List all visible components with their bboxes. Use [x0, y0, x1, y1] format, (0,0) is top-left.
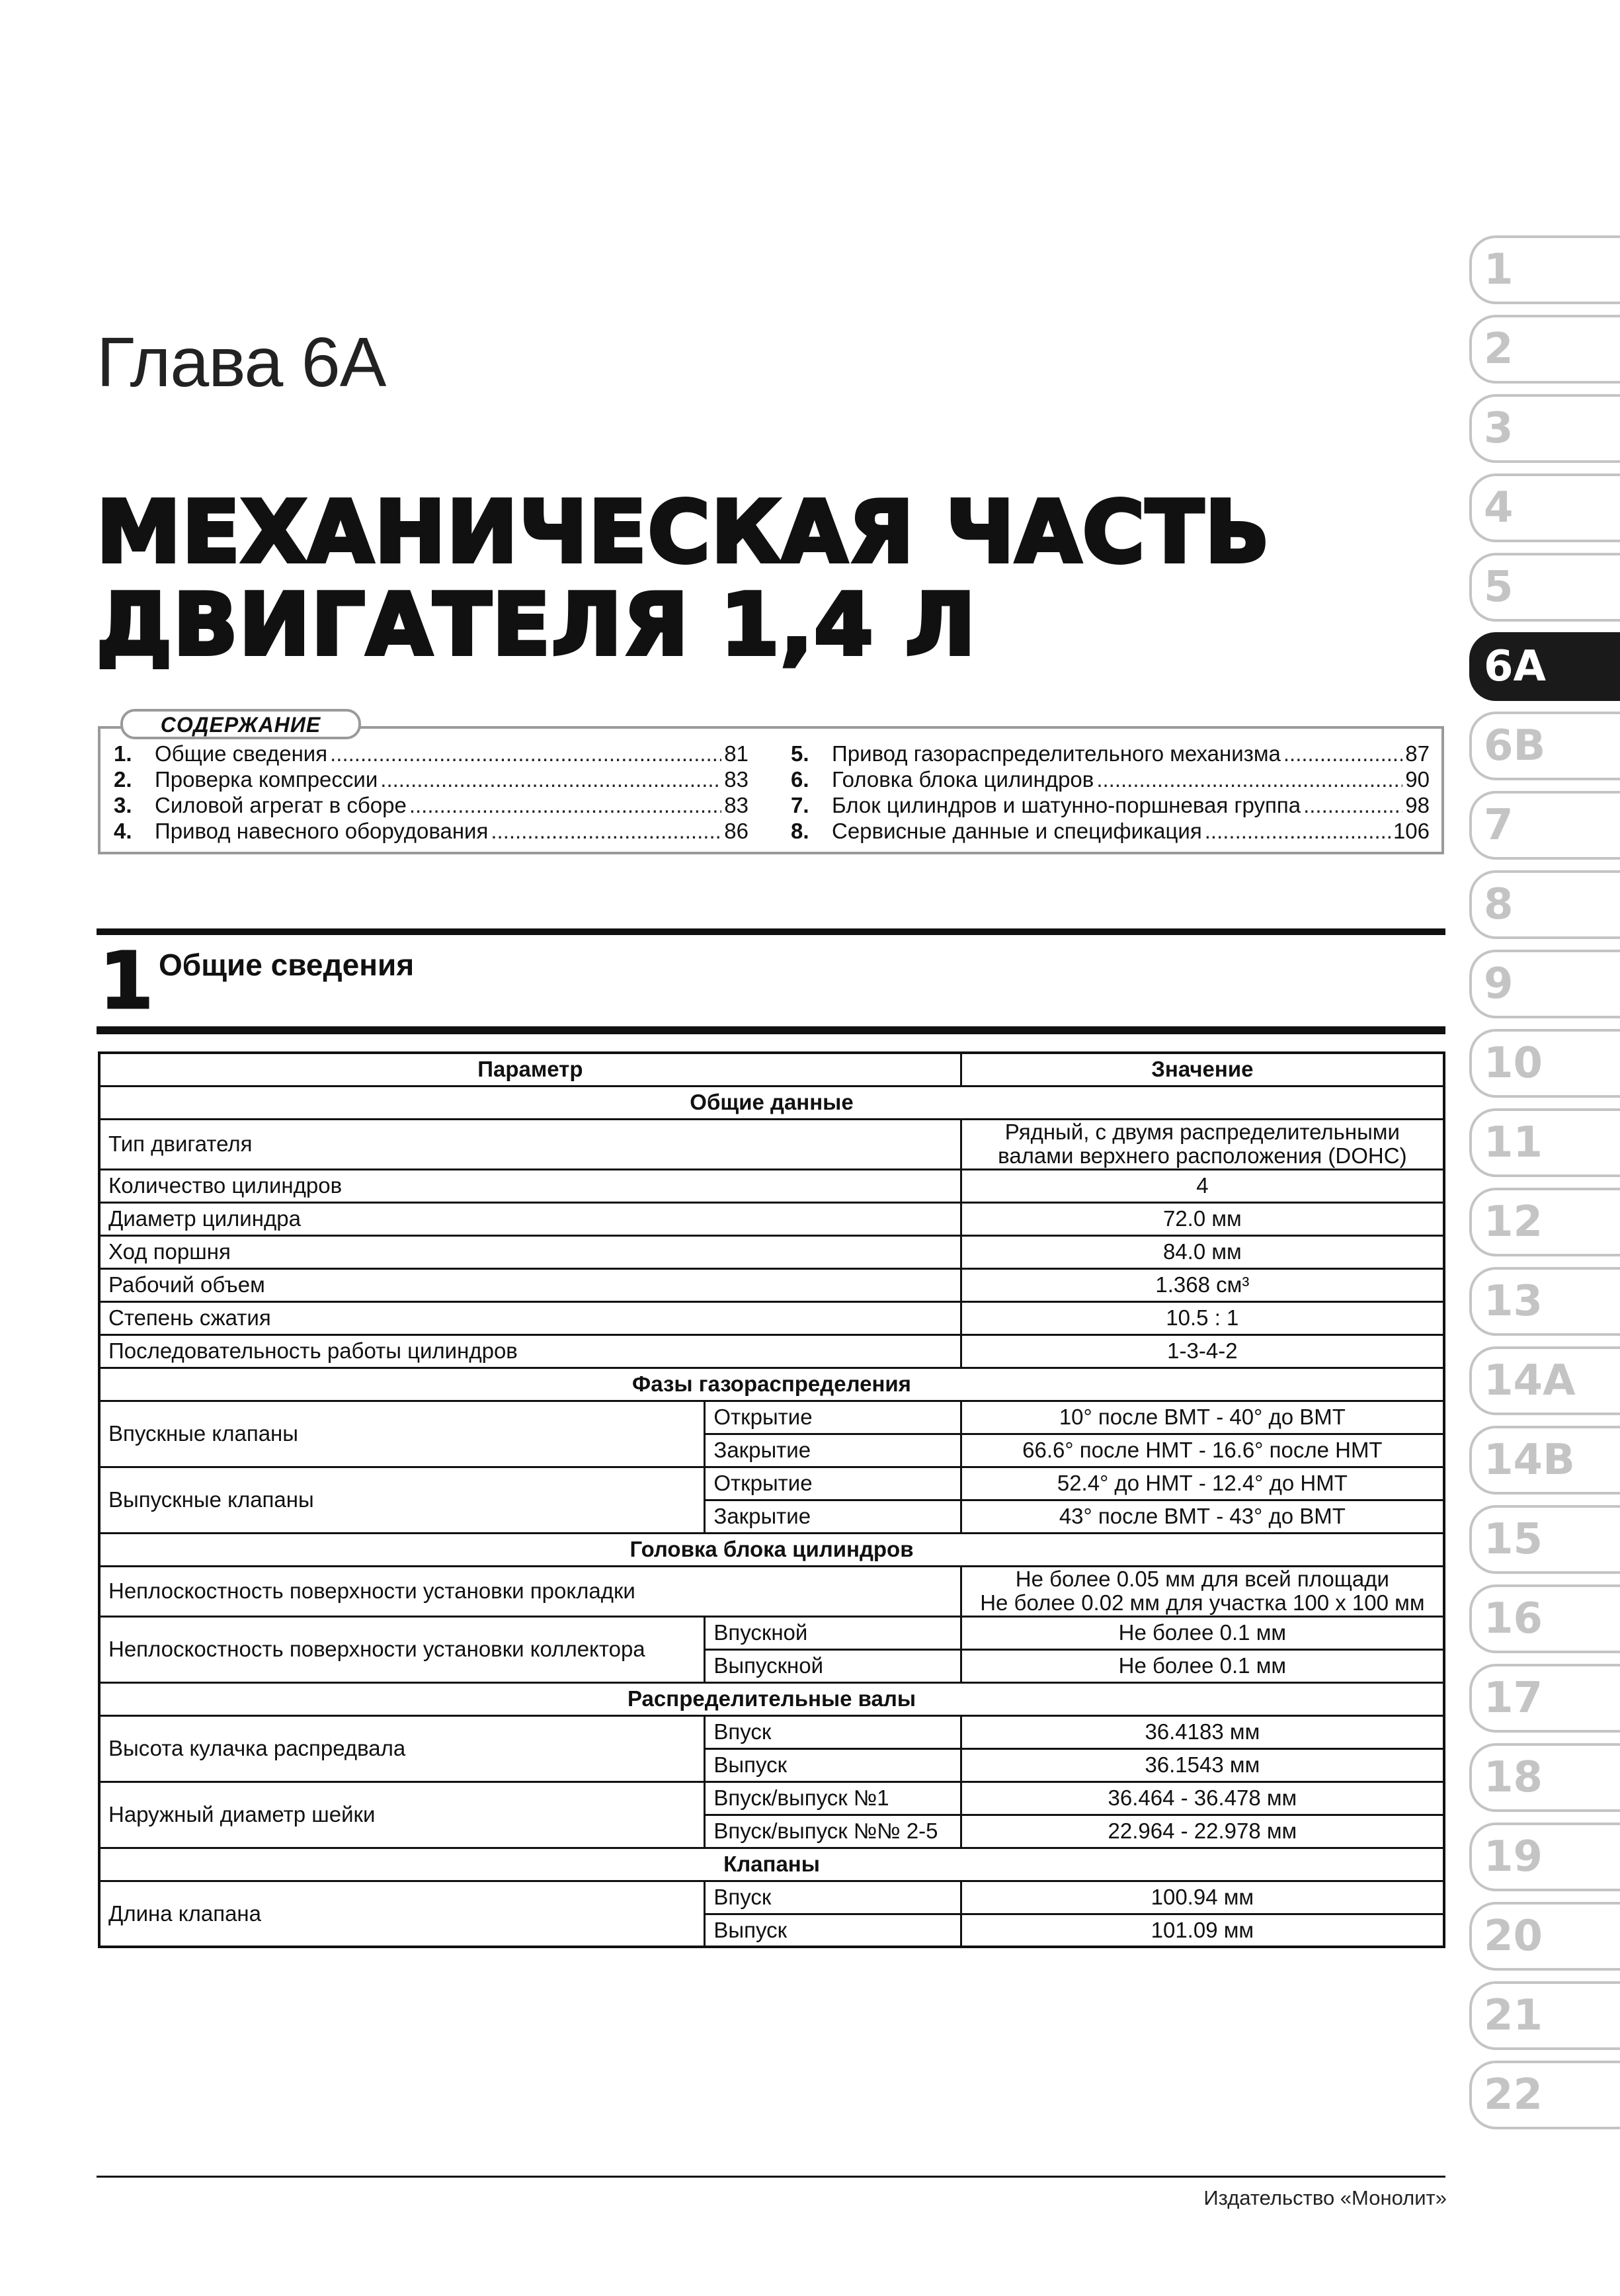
contents-item-number: 3.: [114, 793, 132, 817]
param-sublabel: Выпускной: [705, 1649, 961, 1682]
param-label: Длина клапана: [99, 1881, 705, 1947]
contents-item-number: 1.: [114, 741, 132, 766]
table-row: [99, 1301, 1444, 1334]
contents-item-page: 81: [724, 741, 749, 766]
table-row: [99, 1169, 1444, 1202]
param-value: 84.0 мм: [961, 1235, 1444, 1268]
param-label: Тип двигателя: [99, 1119, 961, 1169]
table-row: [99, 1782, 1444, 1815]
table-row: [99, 1235, 1444, 1268]
contents-dot-leader: [1205, 818, 1391, 844]
column-header-value: Значение: [961, 1053, 1444, 1086]
chapter-tab-14b[interactable]: 14B: [1469, 1426, 1620, 1495]
chapter-tab-1[interactable]: 1: [1469, 235, 1620, 304]
chapter-tab-11[interactable]: 11: [1469, 1108, 1620, 1177]
contents-item-page: 98: [1405, 793, 1430, 817]
contents-item-label: Общие сведения: [155, 741, 328, 766]
contents-item-page: 86: [724, 819, 749, 843]
param-label: Диаметр цилиндра: [99, 1202, 961, 1235]
param-value: 52.4° до НМТ - 12.4° до НМТ: [961, 1467, 1444, 1500]
param-label: Ход поршня: [99, 1235, 961, 1268]
contents-item-page: 83: [724, 793, 749, 817]
param-sublabel: Выпуск: [705, 1748, 961, 1782]
chapter-title-line-1: МЕХАНИЧЕСКАЯ ЧАСТЬ: [97, 483, 1271, 582]
group-heading: Головка блока цилиндров: [99, 1533, 1444, 1566]
param-sublabel: Выпуск: [705, 1914, 961, 1947]
contents-item-number: 8.: [791, 819, 809, 843]
param-value-line: Не более 0.02 мм для участка 100 х 100 мм: [980, 1590, 1425, 1615]
param-value: 1.368 см³: [961, 1268, 1444, 1301]
table-group-row: [99, 1368, 1444, 1401]
chapter-tab-16[interactable]: 16: [1469, 1584, 1620, 1653]
table-row: [99, 1467, 1444, 1500]
group-heading: Общие данные: [99, 1086, 1444, 1119]
section-number: 1: [99, 935, 154, 1026]
contents-dot-leader: [1096, 766, 1402, 792]
param-value: 100.94 мм: [961, 1881, 1444, 1914]
contents-dot-leader: [1283, 741, 1402, 766]
table-row: [99, 1334, 1444, 1368]
param-sublabel: Закрытие: [705, 1500, 961, 1533]
param-sublabel: Впуск: [705, 1881, 961, 1914]
contents-item-number: 6.: [791, 767, 809, 792]
param-sublabel: Впуск/выпуск №№ 2-5: [705, 1815, 961, 1848]
contents-dot-leader: [409, 792, 721, 818]
table-row: [99, 1119, 1444, 1169]
chapter-tab-7[interactable]: 7: [1469, 791, 1620, 860]
param-label: Выпускные клапаны: [99, 1467, 705, 1533]
chapter-tab-19[interactable]: 19: [1469, 1823, 1620, 1891]
chapter-tab-5[interactable]: 5: [1469, 553, 1620, 622]
param-label: Неплоскостность поверхности установки коллектора: [99, 1616, 705, 1682]
contents-item[interactable]: [791, 818, 1430, 844]
chapter-tab-8[interactable]: 8: [1469, 870, 1620, 939]
param-value: 72.0 мм: [961, 1202, 1444, 1235]
contents-item-label: Головка блока цилиндров: [832, 767, 1094, 792]
param-sublabel: Впуск: [705, 1715, 961, 1748]
contents-item-label: Силовой агрегат в сборе: [155, 793, 407, 817]
param-label: Наружный диаметр шейки: [99, 1782, 705, 1848]
group-heading: Клапаны: [99, 1848, 1444, 1881]
publisher-name: Издательство «Монолит»: [1203, 2186, 1447, 2209]
param-label: Степень сжатия: [99, 1301, 961, 1334]
column-header-parameter: Параметр: [99, 1053, 961, 1086]
param-value: 36.1543 мм: [961, 1748, 1444, 1782]
table-row: [99, 1881, 1444, 1914]
table-row: [99, 1401, 1444, 1434]
param-value: 36.4183 мм: [961, 1715, 1444, 1748]
spec-table: [98, 1051, 1445, 1948]
contents-item[interactable]: [114, 818, 749, 844]
table-group-row: [99, 1086, 1444, 1119]
table-row: [99, 1715, 1444, 1748]
param-sublabel: Открытие: [705, 1401, 961, 1434]
table-group-row: [99, 1533, 1444, 1566]
param-sublabel: Открытие: [705, 1467, 961, 1500]
chapter-tab-10[interactable]: 10: [1469, 1029, 1620, 1098]
contents-column-right: [791, 741, 1430, 844]
param-value: 36.464 - 36.478 мм: [961, 1782, 1444, 1815]
param-value-line: Не более 0.05 мм для всей площади: [1015, 1567, 1389, 1591]
chapter-tab-17[interactable]: 17: [1469, 1664, 1620, 1733]
contents-item-page: 106: [1393, 819, 1430, 843]
chapter-title: [97, 483, 1353, 675]
group-heading: Фазы газораспределения: [99, 1368, 1444, 1401]
table-row: [99, 1566, 1444, 1616]
contents-item[interactable]: [114, 792, 749, 818]
param-value: [961, 1119, 1444, 1169]
chapter-tab-3[interactable]: 3: [1469, 394, 1620, 463]
contents-item-number: 2.: [114, 767, 132, 792]
contents-dot-leader: [330, 741, 721, 766]
param-sublabel: Впускной: [705, 1616, 961, 1649]
contents-item-page: 87: [1405, 741, 1430, 766]
param-value: 43° после ВМТ - 43° до ВМТ: [961, 1500, 1444, 1533]
contents-item-number: 7.: [791, 793, 809, 817]
contents-heading: СОДЕРЖАНИЕ: [120, 709, 361, 739]
group-heading: Распределительные валы: [99, 1682, 1444, 1715]
contents-item-label: Блок цилиндров и шатунно-поршневая группа: [832, 793, 1301, 817]
chapter-tab-20[interactable]: 20: [1469, 1902, 1620, 1971]
contents-item-label: Привод газораспределительного механизма: [832, 741, 1281, 766]
contents-item-label: Привод навесного оборудования: [155, 819, 489, 843]
param-label: Количество цилиндров: [99, 1169, 961, 1202]
contents-item-page: 90: [1405, 767, 1430, 792]
table-group-row: [99, 1848, 1444, 1881]
section-bottom-rule: [97, 1026, 1445, 1034]
param-value: Не более 0.1 мм: [961, 1649, 1444, 1682]
chapter-tab-12[interactable]: 12: [1469, 1188, 1620, 1256]
param-value: [961, 1566, 1444, 1616]
chapter-tab-18[interactable]: 18: [1469, 1743, 1620, 1812]
chapter-tabs: [1469, 235, 1620, 2140]
contents-item[interactable]: [114, 741, 749, 766]
chapter-tab-13[interactable]: 13: [1469, 1267, 1620, 1336]
param-label: Высота кулачка распредвала: [99, 1715, 705, 1782]
param-value: 101.09 мм: [961, 1914, 1444, 1947]
chapter-tab-9[interactable]: 9: [1469, 950, 1620, 1018]
contents-item-number: 5.: [791, 741, 809, 766]
chapter-label: Глава 6А: [97, 323, 386, 401]
contents-item-page: 83: [724, 767, 749, 792]
table-row: [99, 1268, 1444, 1301]
param-value: 10° после ВМТ - 40° до ВМТ: [961, 1401, 1444, 1434]
chapter-tab-6a[interactable]: 6A: [1469, 632, 1620, 701]
param-value-line: валами верхнего расположения (DOHC): [998, 1143, 1407, 1168]
contents-column-left: [114, 741, 749, 844]
contents-item[interactable]: [114, 766, 749, 792]
param-label: Последовательность работы цилиндров: [99, 1334, 961, 1368]
contents-dot-leader: [1303, 792, 1402, 818]
chapter-tab-2[interactable]: 2: [1469, 315, 1620, 384]
table-header-row: [99, 1053, 1444, 1086]
param-sublabel: Закрытие: [705, 1434, 961, 1467]
chapter-tab-22[interactable]: 22: [1469, 2061, 1620, 2129]
param-value: 22.964 - 22.978 мм: [961, 1815, 1444, 1848]
section-title: Общие сведения: [159, 948, 415, 982]
param-value: 10.5 : 1: [961, 1301, 1444, 1334]
param-label: Неплоскостность поверхности установки прокладки: [99, 1566, 961, 1616]
chapter-tab-6b[interactable]: 6B: [1469, 712, 1620, 780]
param-label: Впускные клапаны: [99, 1401, 705, 1467]
param-value: 1-3-4-2: [961, 1334, 1444, 1368]
param-value-line: Рядный, с двумя распределительными: [1004, 1120, 1400, 1144]
param-value: Не более 0.1 мм: [961, 1616, 1444, 1649]
param-value: 66.6° после НМТ - 16.6° после НМТ: [961, 1434, 1444, 1467]
contents-item-label: Проверка компрессии: [155, 767, 378, 792]
footer-rule: [97, 2176, 1445, 2178]
param-value: 4: [961, 1169, 1444, 1202]
contents-dot-leader: [491, 818, 721, 844]
chapter-tab-4[interactable]: 4: [1469, 473, 1620, 542]
contents-dot-leader: [380, 766, 721, 792]
chapter-tab-15[interactable]: 15: [1469, 1505, 1620, 1574]
contents-item[interactable]: [791, 792, 1430, 818]
chapter-tab-14a[interactable]: 14A: [1469, 1346, 1620, 1415]
table-row: [99, 1202, 1444, 1235]
table-row: [99, 1616, 1444, 1649]
section-top-rule: [97, 928, 1445, 935]
table-group-row: [99, 1682, 1444, 1715]
chapter-title-line-2: ДВИГАТЕЛЯ 1,4 Л: [97, 576, 977, 675]
param-label: Рабочий объем: [99, 1268, 961, 1301]
param-sublabel: Впуск/выпуск №1: [705, 1782, 961, 1815]
chapter-tab-21[interactable]: 21: [1469, 1981, 1620, 2050]
contents-item-label: Сервисные данные и спецификация: [832, 819, 1202, 843]
contents-item-number: 4.: [114, 819, 132, 843]
contents-item[interactable]: [791, 741, 1430, 766]
contents-item[interactable]: [791, 766, 1430, 792]
